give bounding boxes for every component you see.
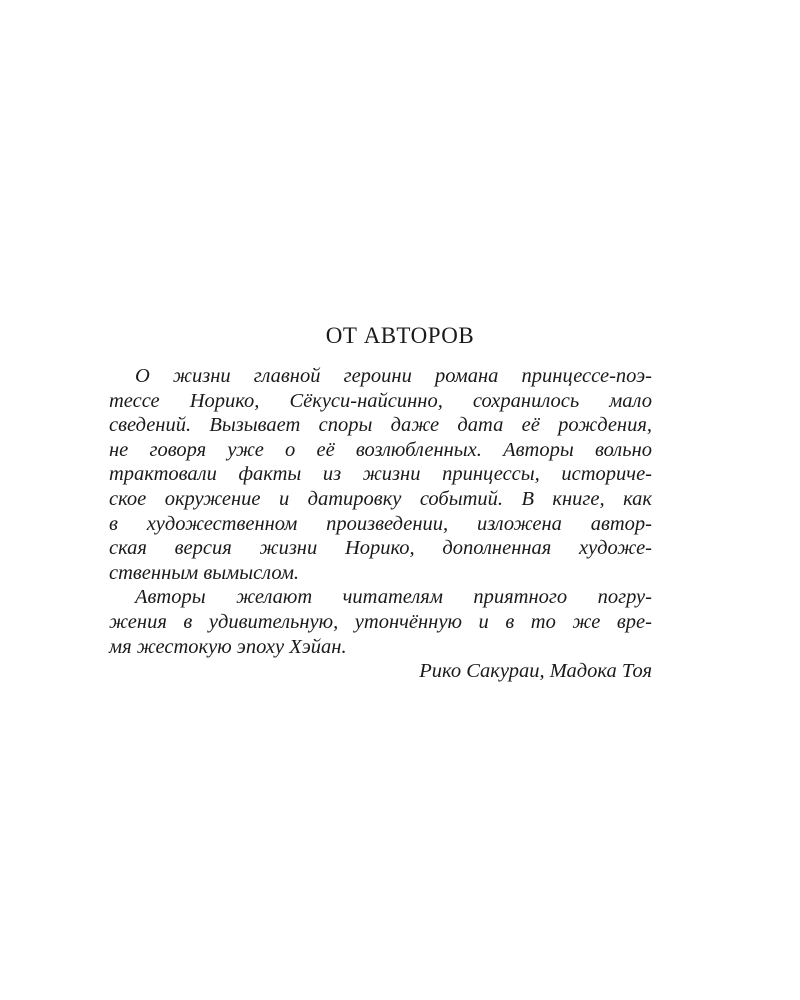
section-heading: ОТ АВТОРОВ [325,323,475,348]
paragraph-2-line: Авторы желают читателям приятного погру- [135,586,652,609]
paragraph-1-line: ское окружение и датировку событий. В книге, как [109,487,652,510]
paragraph-1-line: тессе Норико, Сёкуси-найсинно, сохранилось мало [109,389,652,412]
paragraph-1-line: в художественном произведении, изложена автор- [109,512,652,535]
paragraph-1-line: не говоря уже о её возлюбленных. Авторы вольно [109,438,652,461]
authors-signature: Рико Сакураи, Мадока Тоя [419,660,652,683]
foreword-text [109,364,652,684]
paragraph-1-line: сведений. Вызывает споры даже дата её рождения, [109,414,652,437]
paragraph-1-line: О жизни главной героини романа принцессе-поэ- [135,365,652,387]
paragraph-2-line: мя жестокую эпоху Хэйан. [109,635,347,658]
paragraph-1-line: ственным вымыслом. [109,561,300,584]
paragraph-1-line: ская версия жизни Норико, дополненная художе- [109,537,652,560]
paragraph-2-line: жения в удивительную, утончённую и в то же вре- [109,610,652,633]
paragraph-1-line: трактовали факты из жизни принцессы, историче- [109,463,652,486]
